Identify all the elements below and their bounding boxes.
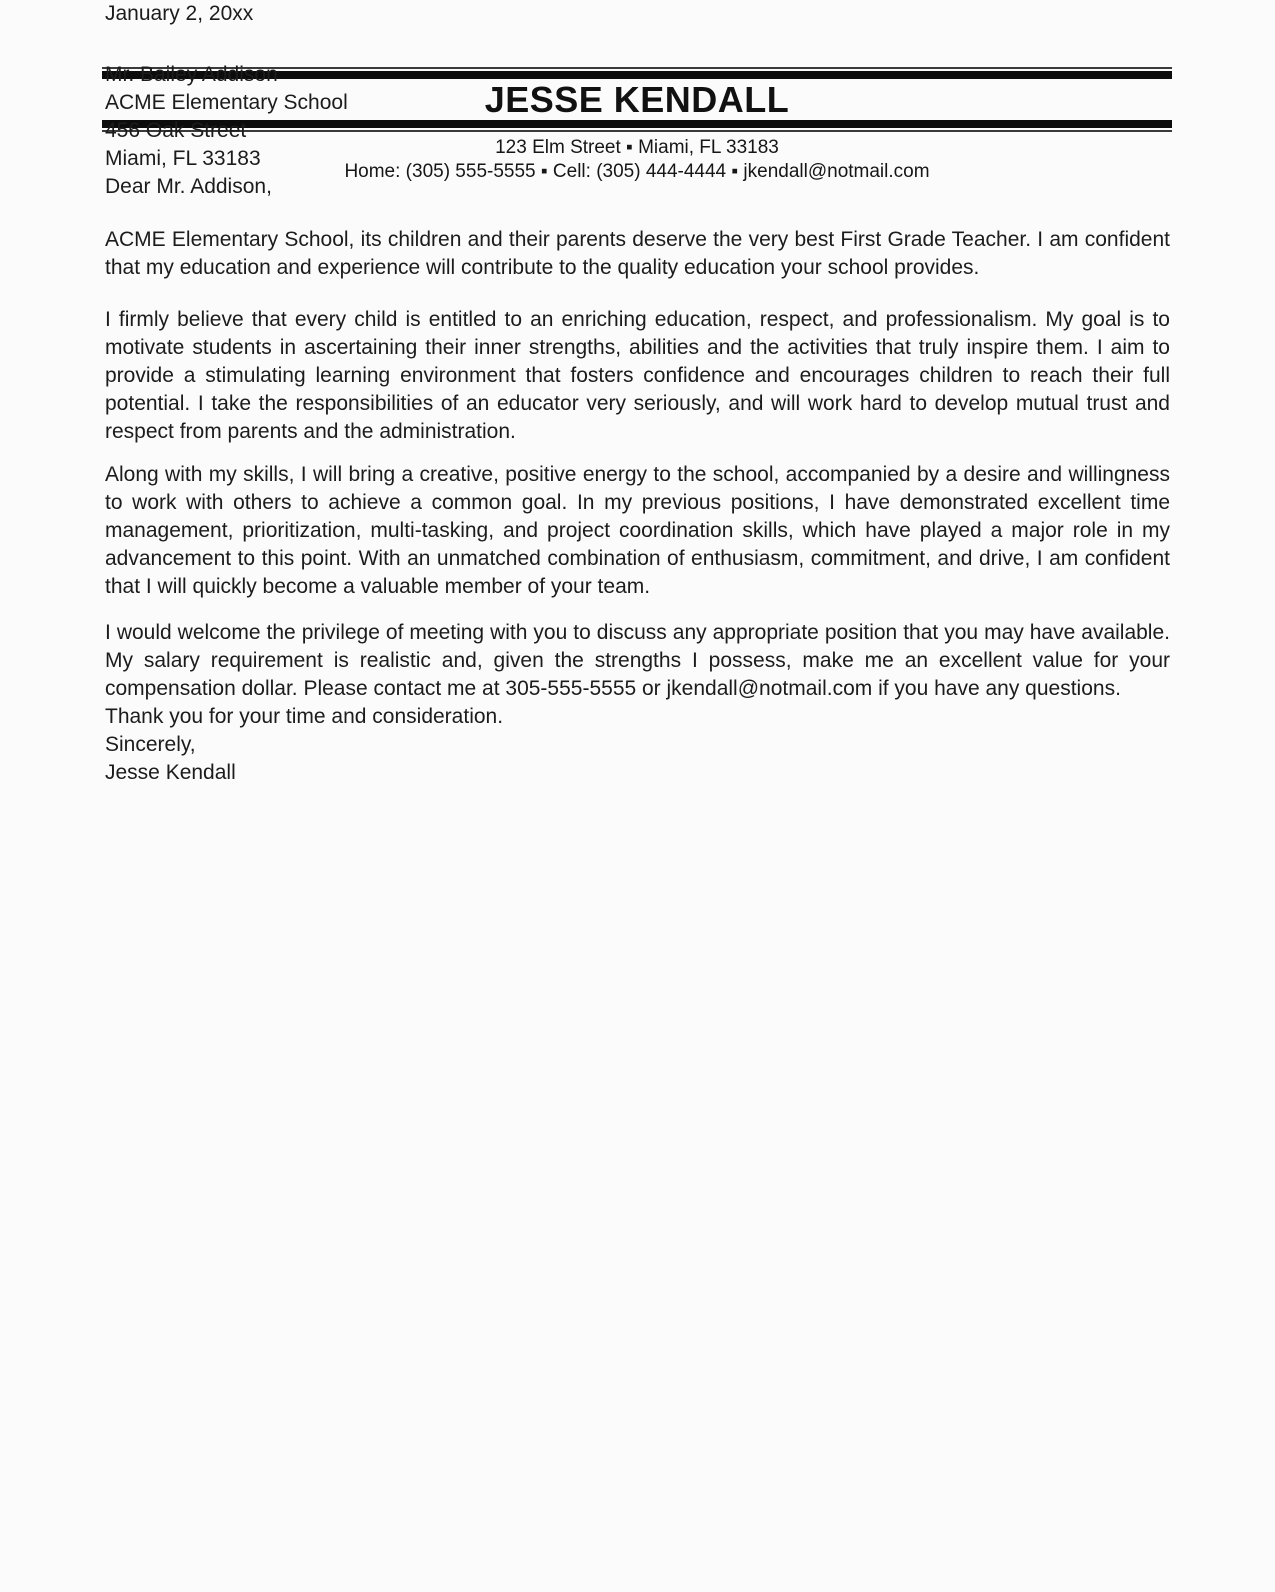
recipient-address-block bbox=[105, 61, 1170, 173]
recipient-name: Mr. Bailey Addison bbox=[105, 63, 278, 86]
letter-date: January 2, 20xx bbox=[105, 2, 254, 25]
letter-body bbox=[105, 0, 1170, 787]
recipient-city-state-zip: Miami, FL 33183 bbox=[105, 147, 261, 170]
body-paragraph: I firmly believe that every child is entitled to an enriching education, respect, and professionalism. My goal is to motivate students in ascertaining their inner strengths, abilities and the activities that truly inspire them. I aim to provide a stimulating learning environment that fosters confidence and encourages children to reach their full potential. I take the responsibilities of an educator very seriously, and will work hard to develop mutual trust and respect from parents and the administration. bbox=[105, 308, 1170, 443]
recipient-street: 456 Oak Street bbox=[105, 119, 247, 142]
letterhead-contact-line: Home: (305) 555-5555 ▪ Cell: (305) 444-4444 ▪ jkendall@notmail.com bbox=[344, 161, 930, 182]
signature-name: Jesse Kendall bbox=[105, 761, 236, 784]
letterhead-name: JESSE KENDALL bbox=[484, 79, 790, 120]
body-paragraph: I would welcome the privilege of meeting with you to discuss any appropriate position that you may have available. My salary requirement is realistic and, given the strengths I possess, make me an excellent value for your compensation dollar. Please contact me at 305-555-5555 or jkendall@notmail.com if you have any questions. bbox=[105, 621, 1170, 700]
body-paragraph: ACME Elementary School, its children and their parents deserve the very best First Grade Teacher. I am confident that my education and experience will contribute to the quality education your school provides. bbox=[105, 228, 1170, 279]
thank-you-line: Thank you for your time and consideration. bbox=[105, 705, 504, 728]
recipient-organization: ACME Elementary School bbox=[105, 91, 348, 114]
salutation: Dear Mr. Addison, bbox=[105, 175, 272, 198]
body-paragraph: Along with my skills, I will bring a creative, positive energy to the school, accompanied by a desire and willingness to work with others to achieve a common goal. In my previous positions, I have demonstrated excellent time management, prioritization, multi-tasking, and project coordination skills, which have played a major role in my advancement to this point. With an unmatched combination of enthusiasm, commitment, and drive, I am confident that I will quickly become a valuable member of your team. bbox=[105, 463, 1170, 598]
letterhead-street-address: 123 Elm Street ▪ Miami, FL 33183 bbox=[495, 137, 779, 158]
closing-line: Sincerely, bbox=[105, 733, 196, 756]
